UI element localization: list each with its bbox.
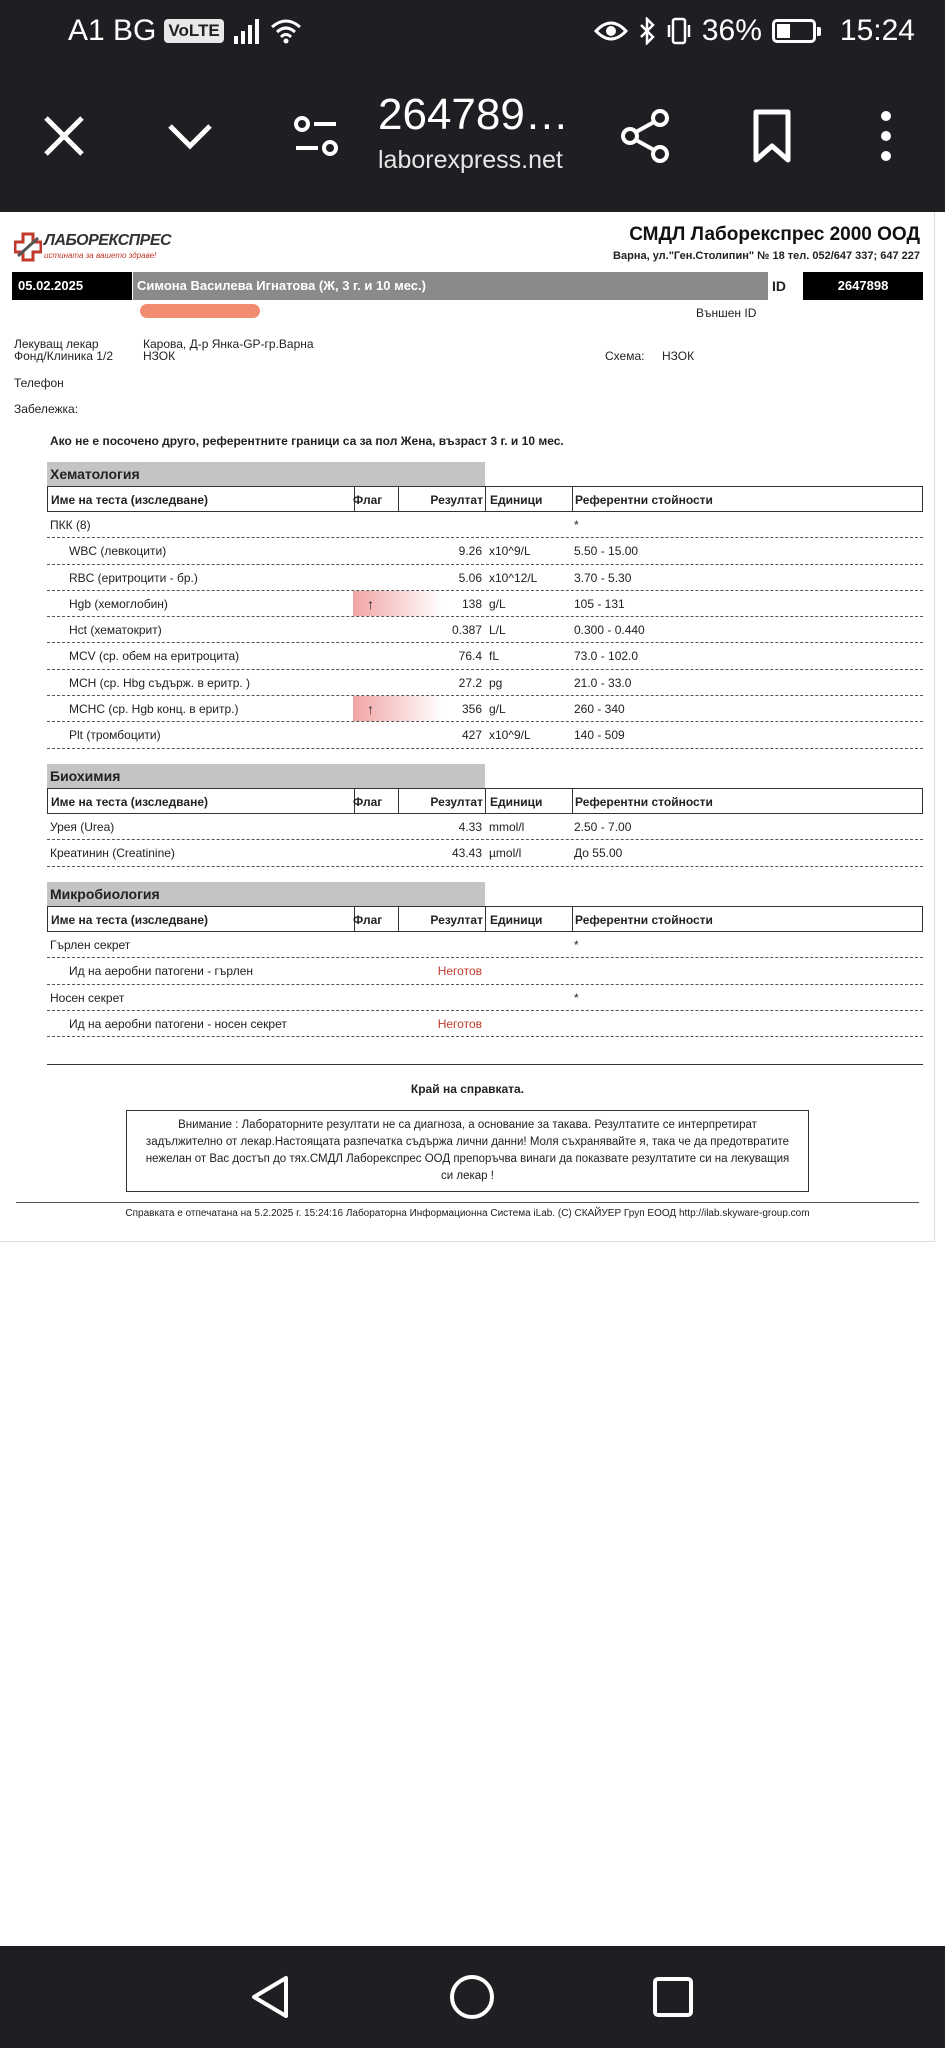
close-icon[interactable]: [36, 108, 92, 164]
table-row: [47, 565, 923, 591]
result-value: 4.33: [458, 820, 482, 834]
test-name: MCH (ср. Hbg съдърж. в еритр. ): [69, 675, 251, 690]
test-name: ПКК (8): [50, 518, 91, 532]
volte-badge: VoLTE: [164, 19, 223, 43]
page-title: 264789…: [378, 90, 569, 139]
test-name: Креатинин (Creatinine): [50, 846, 175, 861]
battery-level-fill: [777, 24, 790, 38]
test-name: Носен секрет: [50, 990, 125, 1005]
redaction-mark: [140, 304, 260, 318]
battery-icon: [772, 19, 816, 43]
unit-value: mmol/l: [489, 820, 525, 834]
recents-icon[interactable]: [646, 1970, 700, 2024]
unit-value: g/L: [489, 702, 506, 717]
result-value: Неготов: [437, 964, 482, 979]
back-icon[interactable]: [244, 1970, 298, 2024]
test-name: WBC (левкоцити): [69, 544, 167, 559]
result-value: 5.06: [458, 570, 482, 585]
result-value: 356: [461, 702, 482, 717]
reference-range: До 55.00: [574, 846, 623, 861]
header-units: Единици: [490, 795, 543, 809]
system-nav-bar: [0, 1946, 945, 2048]
disclaimer-box: Внимание : Лабораторните резултати не са диагноза, а основание за такава. Резултатите се интерпретират задължително от лекар.Настоящата разпечатка съдържа лични данни! Моля съхранявайте я, така че да предотвратите нежелан от Вас достъп до тях.СМДЛ Лаборекспрес ООД препоръчва винаги да показвате резултатите си на лекуващия си лекар !: [126, 1110, 809, 1192]
section-title: Биохимия: [47, 764, 485, 788]
table-row: [47, 591, 923, 617]
reference-range: 140 - 509: [574, 728, 625, 743]
phone-label: Телефон: [14, 376, 64, 390]
section-title: Микробиология: [47, 882, 485, 906]
url-bar[interactable]: [378, 90, 578, 175]
lab-logo: [14, 230, 174, 266]
end-of-report: Край на справката.: [410, 1082, 525, 1096]
logo-tagline: истината за вашето здраве!: [44, 251, 157, 260]
fund-value: НЗОК: [143, 349, 176, 363]
table-header: [47, 788, 923, 814]
report-id: 2647898: [803, 272, 923, 300]
header-ref: Референтни стойности: [575, 493, 713, 507]
section-title: Хематология: [47, 462, 485, 486]
header-result: Резултат: [430, 493, 483, 507]
test-name: Ид на аеробни патогени - носен секрет: [69, 1016, 287, 1031]
battery-percent: 36%: [701, 14, 762, 47]
tune-icon[interactable]: [288, 108, 344, 164]
company-address: Варна, ул."Ген.Столипин" № 18 тел. 052/647 337; 647 227: [613, 250, 920, 262]
external-id-label: Външен ID: [696, 306, 757, 320]
table-header: [47, 906, 923, 932]
test-name: MCV (ср. обем на еритроцита): [69, 649, 240, 664]
header-flag: Флаг: [353, 493, 383, 507]
company-header: [613, 224, 920, 262]
bookmark-icon[interactable]: [744, 108, 800, 164]
header-ref: Референтни стойности: [575, 913, 713, 927]
test-name: Hct (хематокрит): [69, 623, 162, 638]
test-name: Ид на аеробни патогени - гърлен: [69, 964, 253, 979]
reference-range: 2.50 - 7.00: [574, 820, 632, 834]
unit-value: g/L: [489, 596, 506, 611]
test-name: RBC (еритроцити - бр.): [69, 570, 198, 585]
browser-top-bar: [0, 0, 945, 212]
doctor-label: Лекуващ лекар: [14, 337, 99, 351]
microbiology-section: [47, 882, 923, 1037]
table-header: [47, 486, 923, 512]
flag-cell: [353, 985, 441, 1010]
table-row: [47, 538, 923, 564]
reference-range: 3.70 - 5.30: [574, 570, 632, 585]
biochemistry-rows: [47, 814, 923, 867]
chevron-down-icon[interactable]: [162, 108, 218, 164]
table-row: [47, 958, 923, 984]
test-name: Hgb (хемоглобин): [69, 596, 168, 611]
divider: [47, 1064, 923, 1065]
result-value: Неготов: [437, 1016, 482, 1031]
reference-range: 21.0 - 33.0: [574, 675, 632, 690]
logo-cross-icon: [14, 232, 42, 262]
table-row: [47, 985, 923, 1011]
unit-value: µmol/l: [489, 846, 522, 861]
header-name: Име на теста (изследване): [51, 795, 208, 809]
test-name: Гърлен секрет: [50, 938, 131, 952]
header-ref: Референтни стойности: [575, 795, 713, 809]
reference-range: 260 - 340: [574, 702, 625, 717]
signal-icon: [232, 18, 262, 44]
reference-range: *: [574, 938, 579, 952]
header-units: Единици: [490, 493, 543, 507]
page-host: laborexpress.net: [378, 146, 563, 174]
company-name: СМДЛ Лаборекспрес 2000 ООД: [629, 224, 920, 245]
header-flag: Флаг: [353, 913, 383, 927]
id-label: ID: [772, 278, 786, 294]
header-result: Резултат: [430, 795, 483, 809]
scheme-value: НЗОК: [662, 349, 695, 363]
status-bar: [0, 0, 945, 66]
vibrate-icon: [666, 17, 692, 45]
bluetooth-icon: [638, 17, 656, 45]
reference-range: 5.50 - 15.00: [574, 544, 639, 559]
reference-range: *: [574, 990, 579, 1005]
biochemistry-section: [47, 764, 923, 867]
hematology-rows: [47, 512, 923, 749]
scheme-label: Схема:: [605, 349, 645, 363]
table-row: [47, 696, 923, 722]
table-row: [47, 643, 923, 669]
lab-report: [0, 212, 935, 1242]
test-name: Урея (Urea): [50, 820, 115, 834]
reference-range: 105 - 131: [574, 596, 625, 611]
reference-range: 73.0 - 102.0: [574, 649, 639, 664]
table-row: [47, 670, 923, 696]
wifi-icon: [270, 18, 302, 44]
result-value: 27.2: [458, 675, 482, 690]
header-name: Име на теста (изследване): [51, 493, 208, 507]
table-row: [47, 840, 923, 866]
table-row: [47, 1011, 923, 1037]
reference-range: *: [574, 518, 579, 532]
home-icon[interactable]: [445, 1970, 499, 2024]
unit-value: L/L: [489, 623, 506, 638]
more-vertical-icon[interactable]: [858, 108, 914, 164]
fund-label: Фонд/Клиника 1/2: [14, 349, 113, 363]
flag-cell: ↑: [353, 696, 441, 721]
result-value: 43.43: [451, 846, 482, 861]
table-row: [47, 617, 923, 643]
table-row: [47, 814, 923, 840]
unit-value: x10^9/L: [489, 728, 531, 743]
result-value: 427: [461, 728, 482, 743]
header-flag: Флаг: [353, 795, 383, 809]
flag-cell: ↑: [353, 591, 441, 616]
report-date: 05.02.2025: [12, 272, 132, 300]
result-value: 0.387: [451, 623, 482, 638]
print-footer: Справката е отпечатана на 5.2.2025 г. 15:24:16 Лабораторна Информационна Система iLab. (C) СКАЙУЕР Груп ЕООД http://ilab.skyware-group.com: [125, 1208, 810, 1219]
eye-icon: [594, 19, 628, 43]
table-row: [47, 512, 923, 538]
reference-range: 0.300 - 0.440: [574, 623, 645, 638]
carrier-label: A1 BG: [68, 14, 157, 47]
flag-cell: [353, 932, 441, 957]
microbiology-rows: [47, 932, 923, 1037]
header-units: Единици: [490, 913, 543, 927]
test-name: Plt (тромбоцити): [69, 728, 161, 743]
patient-name: Симона Василева Игнатова (Ж, 3 г. и 10 мес.): [133, 272, 768, 300]
unit-value: x10^12/L: [489, 570, 538, 585]
table-row: [47, 722, 923, 748]
table-row: [47, 932, 923, 958]
unit-value: x10^9/L: [489, 544, 531, 559]
clock: 15:24: [839, 14, 915, 47]
hematology-section: [47, 462, 923, 749]
share-icon[interactable]: [618, 108, 674, 164]
reference-note: Ако не е посочено друго, референтните граници са за пол Жена, възраст 3 г. и 10 мес.: [50, 434, 564, 448]
logo-name: ЛАБОРЕКСПРЕС: [44, 232, 172, 249]
flag-cell: [353, 512, 441, 537]
note-label: Забележка:: [14, 402, 79, 416]
doctor-value: Карова, Д-р Янка-GP-гр.Варна: [143, 337, 314, 351]
test-name: MCHC (ср. Hgb конц. в еритр.): [69, 702, 239, 717]
header-name: Име на теста (изследване): [51, 913, 208, 927]
result-value: 76.4: [458, 649, 482, 664]
result-value: 138: [461, 596, 482, 611]
unit-value: fL: [489, 649, 500, 664]
unit-value: pg: [489, 675, 503, 690]
result-value: 9.26: [458, 544, 482, 559]
header-result: Резултат: [430, 913, 483, 927]
divider: [16, 1202, 919, 1203]
